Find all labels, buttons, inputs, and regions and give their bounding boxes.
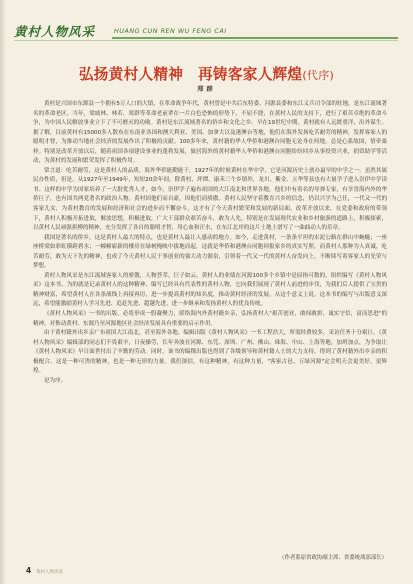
page-footer-brand: 黄村人物风采 <box>36 570 63 575</box>
page-number: 4 <box>26 566 32 575</box>
paragraph-7: 是为序。 <box>44 377 67 384</box>
paragraph-2: 常言道：吃苦耐劳，这是黄村人的品质。海外华侨能勤能干，1927年的时候黄村在华中学，它是河源历史上创办最早的中学之一。虽然其属民办性质，但是，从1927年至1949年，短短20余年间，除黄村、坪潭、康禾三个乡镇外，龙川、紫金、五华等县也有大量学子进入崇伊中学读书。这样的中学为国家培养了一大批优秀人才，如今，崇伊学子遍布祖国的大江南北和世界各地，他们中有着名的导弹专家，有享誉海内外的华侨巨子，也有国共两党著名的政治人物。黄村因他们而自豪，因他们而骄傲。黄村人民坚守着教育兴乡的信念，仍以兴学为己任，一代又一代的客家儿女，为黄村教育的发展和经济和社会的进步而不懈奋斗，这才有了今天黄村繁荣和发展的新局面。改革开放以来，在党委和政府的带领下，黄村人积极开拓进取，解放思想，积极进取，广大干部群众艰苦奋斗，敢为人先，特别是在发展现代农业和乡村旅游的道路上，积极探索，以黄村人民顽强拼搏的精神，充分发挥了各自的聪明才智，用心血和汗水，在东江北岸的这片土地上谱写了一曲曲动人的乐章。 <box>33 167 387 232</box>
article-title-note: (代序) <box>302 69 335 82</box>
author-credit: （作者系原省政协副主席、省委统战部部长） <box>279 555 387 561</box>
paragraph-4: 黄村人物风采是东江流域客家人的骄傲，人物荟萃，巨子如云，黄村人的业绩在河源100多个乡镇中是屈指可数的。组织编写《黄村人物风采》这本书，为的就是记录黄村人的这种精神，编写已经具有代表性的黄村人物，它向我们展现了黄村人前进的步伐，为我们后人提供了宝贵的精神财富，希望黄村人在各条战线上再接再厉，进一步提高黄村的知名度，推动黄村经济的发展，从这个意义上说，这本书的编写与出版意义深远，希望能激励黄村人学习先进、追赶先进、超越先进，进一步继承和发扬黄村人的优良传统。 <box>33 272 387 308</box>
header-rule-thin <box>14 40 398 41</box>
paragraph-5: 《黄村人物风采》一书的出版，必将形成一股凝聚力，联络海内外黄村籍乡亲，弘扬黄村人"艰苦创业，敢闯敢拼，诚实守信，富而思进"的精神，对推动黄村、东源乃至河源地区社会经济发展具有重要的启示作用。 <box>33 311 387 327</box>
column-title-cn: 黄村人物风采 <box>14 24 96 39</box>
paragraph-6: 由于黄村籍外出乡亲广布祖国大江南北，甚至海外各地，编辑出版《黄村人物风采》一书工程浩大，所需经费较多，采访任务十分艰巨。《黄村人物风采》编辑部的同志们不畏艰辛，日夜操劳，长年奔波在河源、东莞、深圳、广州、佛山、珠海、中山、上海等地，加班加点，为争取让《黄村人物风采》早日面世付出了辛勤的劳动。同时，该书的编撰出版也得到了各级领导和黄村籍人士的大力支持，得到了黄村籍外出乡亲的积极配合，这是一种可贵的精神，也是一种无形的力量。我们深信，有这种精神，有这种力量，"客家古邑、万绿河源"定会明天会更美好、更辉煌。 <box>33 330 387 375</box>
paragraph-1: 黄村是兴国市东源县一个拥有5万人口的大镇，在革命战争年代，黄村曾是中共后东特委、河源县委和东江义兵司令部的驻地，是东江流域著名的革命老区。当年，梁威林、林若、郑群等革命老前辈在一片白色恐怖的形势下，不屈不挠，在黄村人民的支持下，进行了艰苦卓绝的革命斗争，为中国人民解放事业立下了不可磨灭的功勋。黄村是东江流域著名的侨乡和文化之乡。早在19世纪中期，黄村就有人远渡重洋，出外谋生。据了解，目前黄村有15000多人散布在东南亚各国和澳大利亚、美国、加拿大以及港澳台等地，他们在海外发扬吃苦耐劳的精神，发挥客家人的聪明才智，为推动当地社会经济的发展作出了积极的贡献。100多年来，黄村籍的华人华侨和港澳台同胞无论身在何地，总是心系故国，情牵桑梓。特别是改革开放以后，随着祖国各项建设事业的蓬勃发展，旅居海外的黄村籍华人华侨和港澳台同胞纷纷回乡从事投资兴业，捐资助学等活动，为黄村的发展和繁荣发挥了积极作用。 <box>33 101 387 165</box>
article-title <box>0 63 413 84</box>
article-body <box>33 100 387 386</box>
article-author: 郑群 <box>197 86 216 93</box>
header-rule <box>112 37 398 39</box>
paragraph-3: 我国是著名的侨乡，这是黄村人最大的特点，也是黄村人最让人感动的地方。如今，走进黄村，一条条平坦的水泥公路在群山中蜿蜒；一座座桥梁如彩虹横跨碧水；一幢幢崭新的楼房在绿树掩映中拔地而起。这就是华侨和港澳台同胞回报家乡的真实写照。而黄村人那种为人真诚，吃苦耐劳，敢为天下先的精神，也成了今天黄村人民干事创业的强大动力源泉，引领着一代又一代的黄村人奋发向上，不断续写着客家人的光荣与梦想。 <box>33 234 387 270</box>
column-title-en: HUANG CUN REN WU FENG CAI <box>114 27 227 35</box>
article-title-main: 弘扬黄村人精神 再铸客家人辉煌 <box>78 66 303 83</box>
